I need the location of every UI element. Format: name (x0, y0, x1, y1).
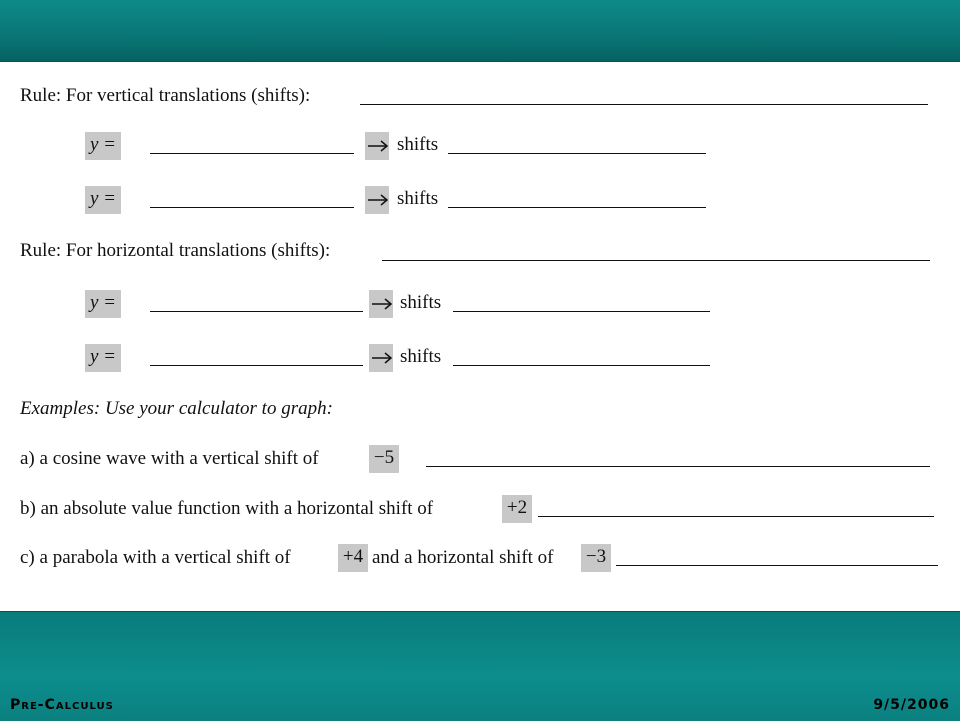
y-equals-box: y = (85, 344, 121, 372)
example-c-value1: +4 (338, 544, 368, 572)
arrow-icon (365, 132, 389, 160)
y-equals-box: y = (85, 186, 121, 214)
example-b-blank[interactable] (538, 516, 934, 517)
y-equals-box: y = (85, 132, 121, 160)
arrow-icon (369, 344, 393, 372)
example-a-text: a) a cosine wave with a vertical shift of (20, 448, 319, 469)
equation-blank[interactable] (150, 207, 354, 208)
equation-blank[interactable] (150, 365, 363, 366)
top-banner (0, 0, 960, 62)
shifts-label: shifts (397, 134, 439, 155)
worksheet (0, 62, 960, 611)
y-equals-box: y = (85, 290, 121, 318)
bottom-banner (0, 611, 960, 721)
shift-blank[interactable] (448, 153, 706, 154)
example-c-value2: −3 (581, 544, 611, 572)
footer-date: 9/5/2006 (873, 697, 950, 713)
example-a-value: −5 (369, 445, 399, 473)
rule-horizontal-blank[interactable] (382, 260, 930, 261)
shifts-label: shifts (400, 346, 442, 367)
example-c-text: c) a parabola with a vertical shift of (20, 547, 291, 568)
rule-horizontal: Rule: For horizontal translations (shifts): (20, 240, 331, 261)
example-b-text: b) an absolute value function with a horizontal shift of (20, 498, 434, 519)
shift-blank[interactable] (448, 207, 706, 208)
shift-blank[interactable] (453, 365, 710, 366)
rule-vertical-blank[interactable] (360, 104, 928, 105)
examples-heading: Examples: Use your calculator to graph: (20, 398, 333, 419)
example-c-text2: and a horizontal shift of (372, 547, 554, 568)
example-b-value: +2 (502, 495, 532, 523)
rule-vertical: Rule: For vertical translations (shifts): (20, 85, 311, 106)
equation-blank[interactable] (150, 311, 363, 312)
equation-blank[interactable] (150, 153, 354, 154)
shifts-label: shifts (400, 292, 442, 313)
arrow-icon (365, 186, 389, 214)
arrow-icon (369, 290, 393, 318)
example-a-blank[interactable] (426, 466, 930, 467)
footer-course: Pre-Calculus (10, 697, 114, 713)
shift-blank[interactable] (453, 311, 710, 312)
example-c-blank[interactable] (616, 565, 938, 566)
shifts-label: shifts (397, 188, 439, 209)
